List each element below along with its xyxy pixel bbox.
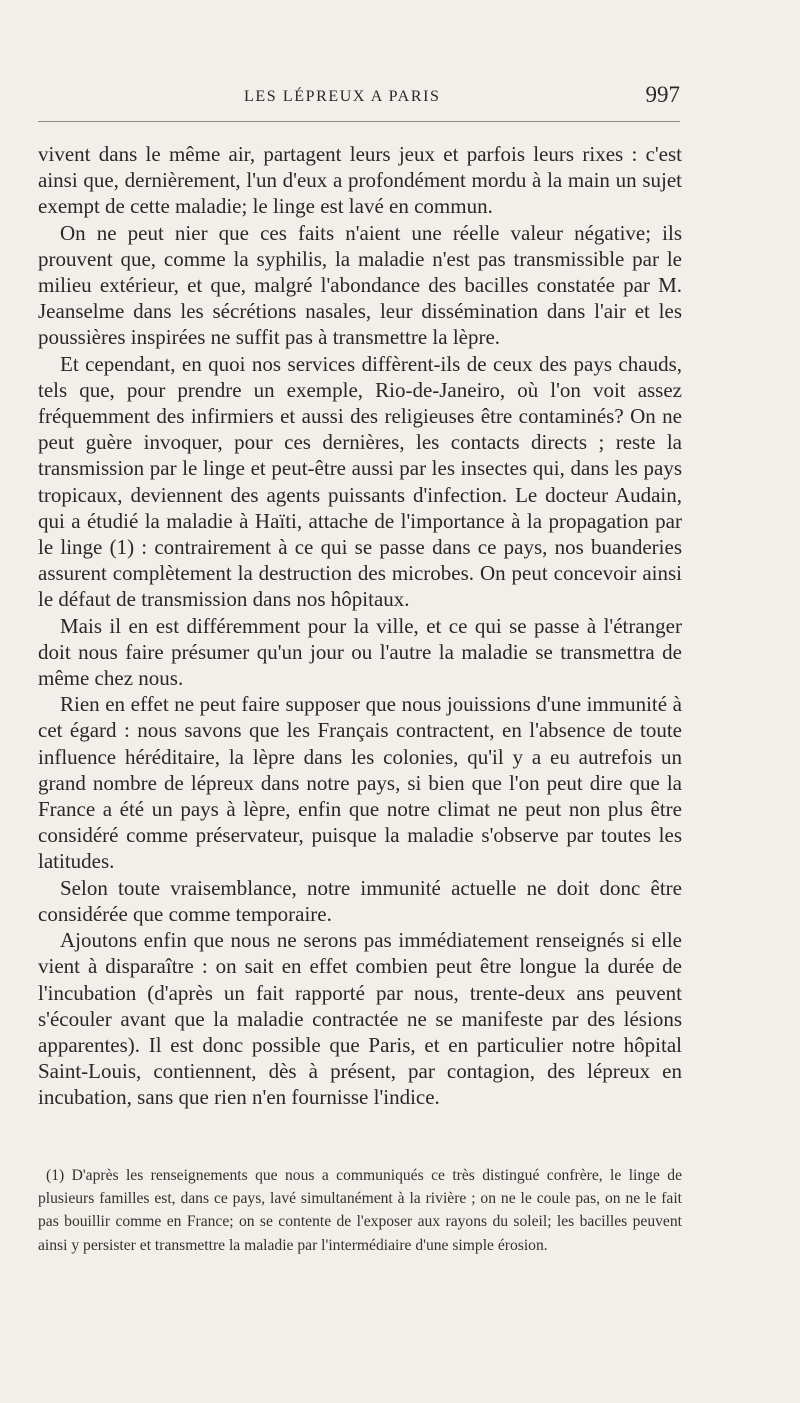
book-page — [38, 0, 682, 1403]
footnotes — [38, 1164, 682, 1257]
paragraph: Et cependant, en quoi nos services diffèrent-ils de ceux des pays chauds, tels que, pour prendre un exemple, Rio-de-Janeiro, où l'on voit assez fréquemment des infirmiers et aussi des religieuses être contaminés? On ne peut guère invoquer, pour ces dernières, les contacts directs ; reste la transmission par le linge et peut-être aussi par les insectes qui, dans les pays tropicaux, deviennent des agents puissants d'infection. Le docteur Audain, qui a étudié la maladie à Haïti, attache de l'importance à la propagation par le linge (1) : contrairement à ce qui se passe dans ce pays, nos buanderies assurent complètement la destruction des microbes. On peut concevoir ainsi le défaut de transmission dans nos hôpitaux. — [38, 351, 682, 612]
body-text — [38, 141, 682, 1111]
paragraph: On ne peut nier que ces faits n'aient une réelle valeur négative; ils prouvent que, comme la syphilis, la maladie n'est pas transmissible par le milieu extérieur, et que, malgré l'abondance des bacilles constatée par M. Jeanselme dans les sécrétions nasales, leur dissémination dans l'air et les poussières inspirées ne suffit pas à transmettre la lèpre. — [38, 220, 682, 350]
paragraph: vivent dans le même air, partagent leurs jeux et parfois leurs rixes : c'est ainsi que, dernièrement, l'un d'eux a profondément mordu à la main un sujet exempt de cette maladie; le linge est lavé en commun. — [38, 142, 682, 219]
paragraph: Ajoutons enfin que nous ne serons pas immédiatement renseignés si elle vient à disparaître : on sait en effet combien peut être longue la durée de l'incubation (d'après un fait rapporté par nous, trente-deux ans peuvent s'écouler avant que la maladie contractée ne se manifeste par des lésions apparentes). Il est donc possible que Paris, et en particulier notre hôpital Saint-Louis, contiennent, dès à présent, par contagion, des lépreux en incubation, sans que rien n'en fournisse l'indice. — [38, 928, 682, 1110]
page-number: 997 — [645, 82, 680, 107]
header-rule — [38, 121, 680, 122]
paragraph: Rien en effet ne peut faire supposer que nous jouissions d'une immunité à cet égard : nous savons que les Français contractent, en l'absence de toute influence héréditaire, la lèpre dans les colonies, qu'il y a eu autrefois un grand nombre de lépreux dans notre pays, si bien que l'on peut dire que la France a été un pays à lèpre, enfin que notre climat ne peut non plus être considéré comme préservateur, puisque la maladie s'observe par toutes les latitudes. — [38, 692, 682, 874]
paragraph: Mais il en est différemment pour la ville, et ce qui se passe à l'étranger doit nous faire présumer qu'un jour ou l'autre la maladie se transmettra de même chez nous. — [38, 613, 682, 691]
footnote: (1) D'après les renseignements que nous a communiqués ce très distingué confrère, le linge de plusieurs familles est, dans ce pays, lavé simultanément à la rivière ; on ne le coule pas, on ne le fait pas bouillir comme en France; on se contente de l'exposer aux rayons du soleil; les bacilles peuvent ainsi y persister et transmettre la maladie par l'intermédiaire d'une simple érosion. — [38, 1167, 682, 1254]
page-header — [38, 82, 682, 112]
running-title: LES LÉPREUX A PARIS — [244, 88, 441, 105]
paragraph: Selon toute vraisemblance, notre immunité actuelle ne doit donc être considérée que comme temporaire. — [38, 875, 682, 926]
